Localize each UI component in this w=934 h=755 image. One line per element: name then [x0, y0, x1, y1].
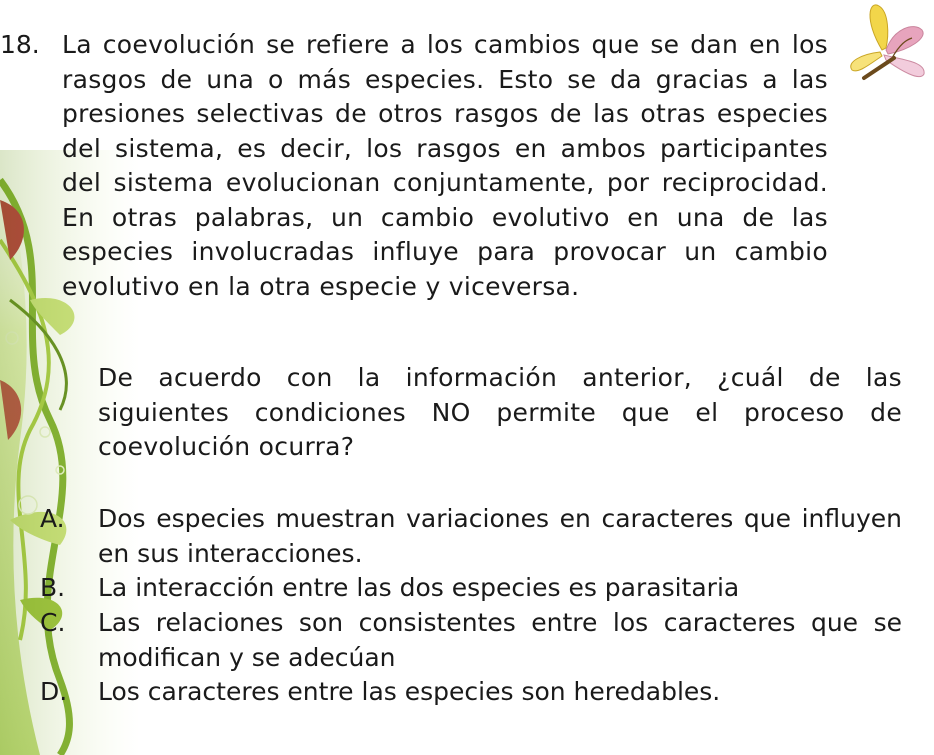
option-letter: C.	[40, 608, 66, 637]
option-a[interactable]	[40, 502, 902, 572]
option-letter: B.	[40, 573, 66, 602]
option-c[interactable]	[40, 606, 902, 676]
option-text: Las relaciones son consistentes entre los caracteres que se modifican y se adecúan	[98, 608, 902, 672]
option-d[interactable]	[40, 675, 902, 710]
option-text: La interacción entre las dos especies es parasitaria	[98, 573, 740, 602]
butterfly-icon	[834, 0, 934, 100]
question-prompt: De acuerdo con la información anterior, ¿cuál de las siguientes condiciones NO permite que el proceso de coevolución ocurra?	[98, 363, 902, 461]
question-passage: La coevolución se refiere a los cambios que se dan en los rasgos de una o más especies. Esto se da gracias a las presiones selectivas de otros rasgos de las otras especies del sistema, es decir, los rasgos en ambos participantes del sistema evolucionan conjuntamente, por reciprocidad. En otras palabras, un cambio evolutivo en una de las especies involucradas influye para provocar un cambio evolutivo en la otra especie y viceversa.	[62, 30, 828, 301]
option-letter: A.	[40, 504, 65, 533]
option-b[interactable]	[40, 571, 902, 606]
question-number: 18.	[0, 30, 40, 59]
option-text: Dos especies muestran variaciones en caracteres que influyen en sus interacciones.	[98, 504, 902, 568]
option-text: Los caracteres entre las especies son heredables.	[98, 677, 721, 706]
option-letter: D.	[40, 677, 68, 706]
